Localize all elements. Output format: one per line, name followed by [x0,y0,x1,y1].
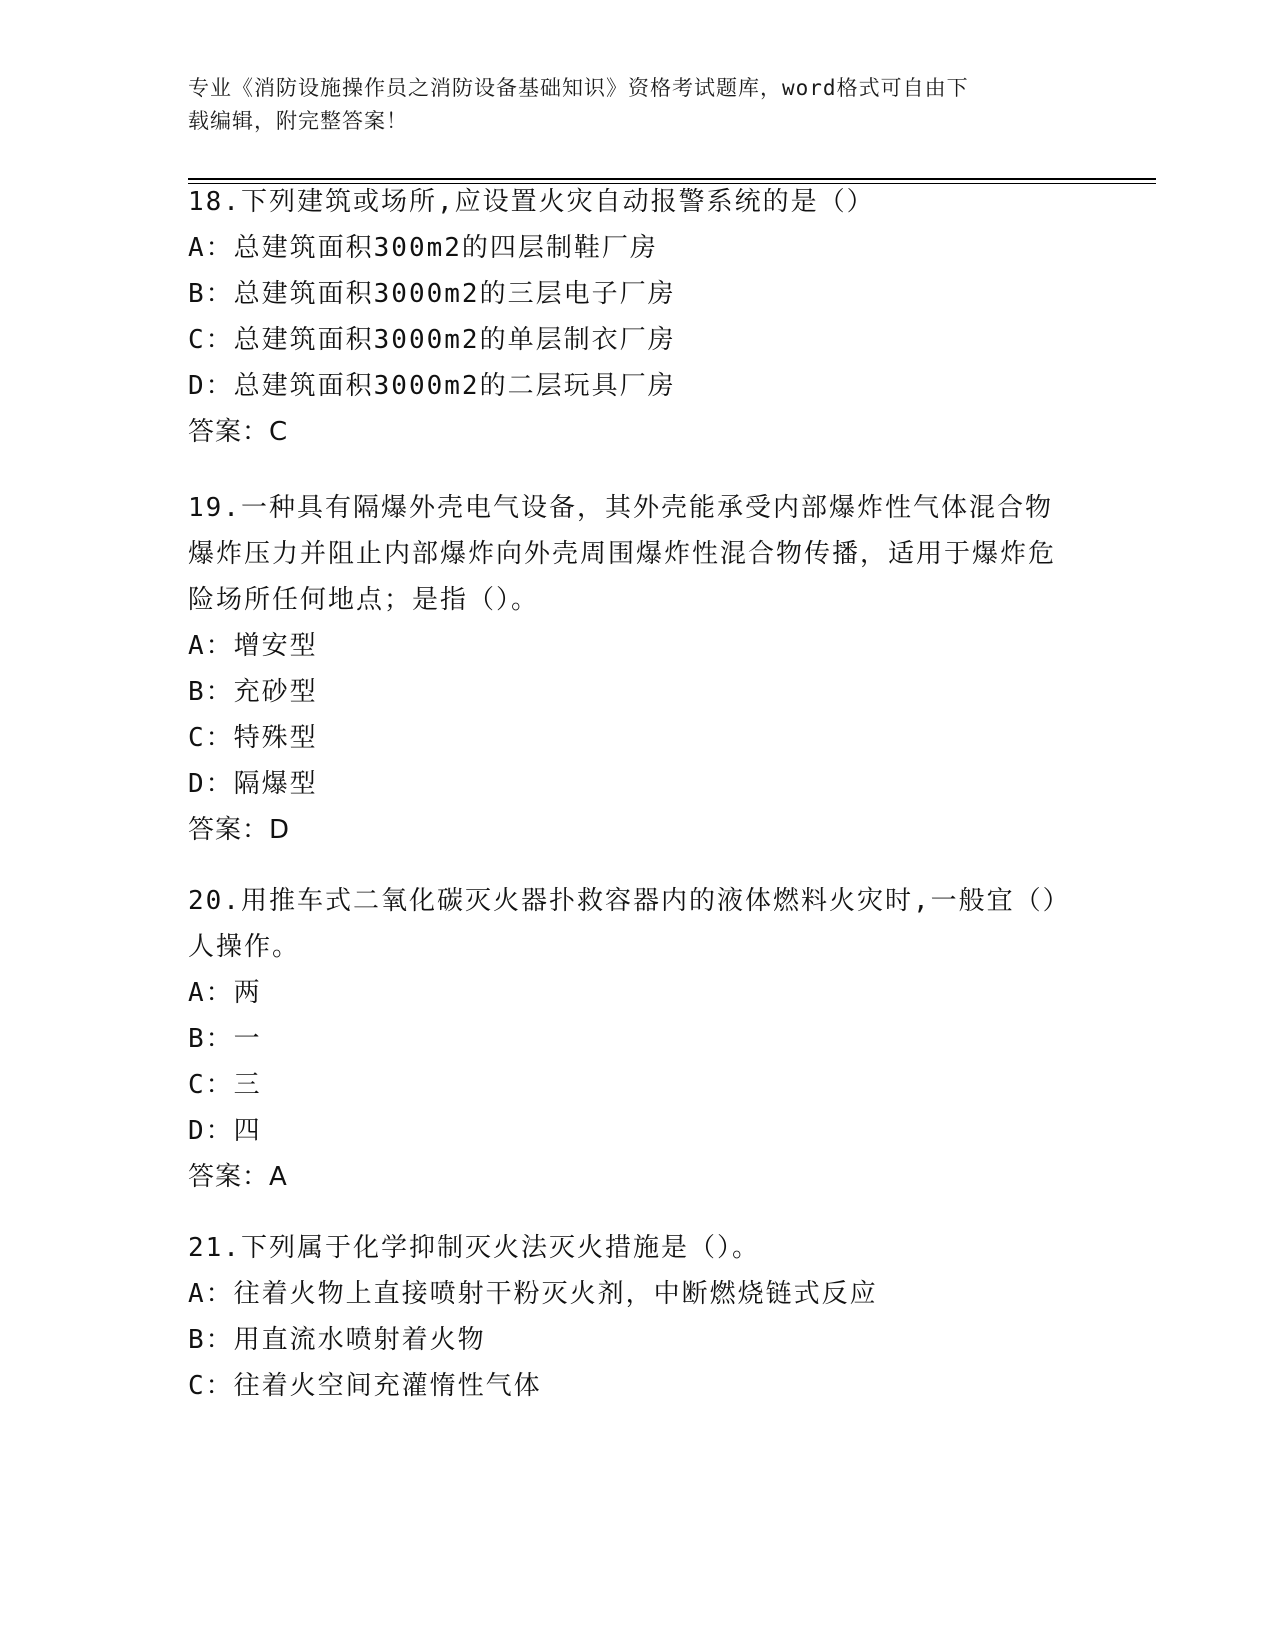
option-b: B：充砂型 [188,677,318,707]
header-line-1: 专业《消防设施操作员之消防设备基础知识》资格考试题库，word格式可自由下 [188,76,969,100]
question-19 [188,485,1088,853]
option-b: B：一 [188,1024,262,1054]
option-b: B：用直流水喷射着火物 [188,1325,486,1355]
question-stem: 19.一种具有隔爆外壳电气设备，其外壳能承受内部爆炸性气体混合物爆炸压力并阻止内部爆炸向外壳周围爆炸性混合物传播，适用于爆炸危险场所任何地点；是指（）。 [188,493,1057,615]
option-a: A：增安型 [188,631,318,661]
question-21 [188,1225,1088,1409]
option-a: A：总建筑面积300m2的四层制鞋厂房 [188,233,658,263]
answer-label: 答案：D [188,815,291,845]
option-d: D：四 [188,1116,262,1146]
question-20 [188,878,1088,1200]
option-c: C：特殊型 [188,723,318,753]
question-18 [188,179,1088,455]
option-c: C：总建筑面积3000m2的单层制衣厂房 [188,325,676,355]
option-a: A：两 [188,978,262,1008]
answer-label: 答案：C [188,417,289,447]
option-d: D：隔爆型 [188,769,318,799]
option-c: C：三 [188,1070,262,1100]
document-header [188,72,1088,138]
question-stem: 21.下列属于化学抑制灭火法灭火措施是（）。 [188,1233,760,1263]
answer-label: 答案：A [188,1162,288,1192]
header-line-2: 载编辑，附完整答案！ [188,109,408,133]
option-b: B：总建筑面积3000m2的三层电子厂房 [188,279,676,309]
question-stem: 20.用推车式二氧化碳灭火器扑救容器内的液体燃料火灾时,一般宜（）人操作。 [188,886,1071,962]
option-d: D：总建筑面积3000m2的二层玩具厂房 [188,371,676,401]
question-stem: 18.下列建筑或场所,应设置火灾自动报警系统的是（） [188,187,875,217]
option-a: A：往着火物上直接喷射干粉灭火剂，中断燃烧链式反应 [188,1279,878,1309]
option-c: C：往着火空间充灌惰性气体 [188,1371,542,1401]
